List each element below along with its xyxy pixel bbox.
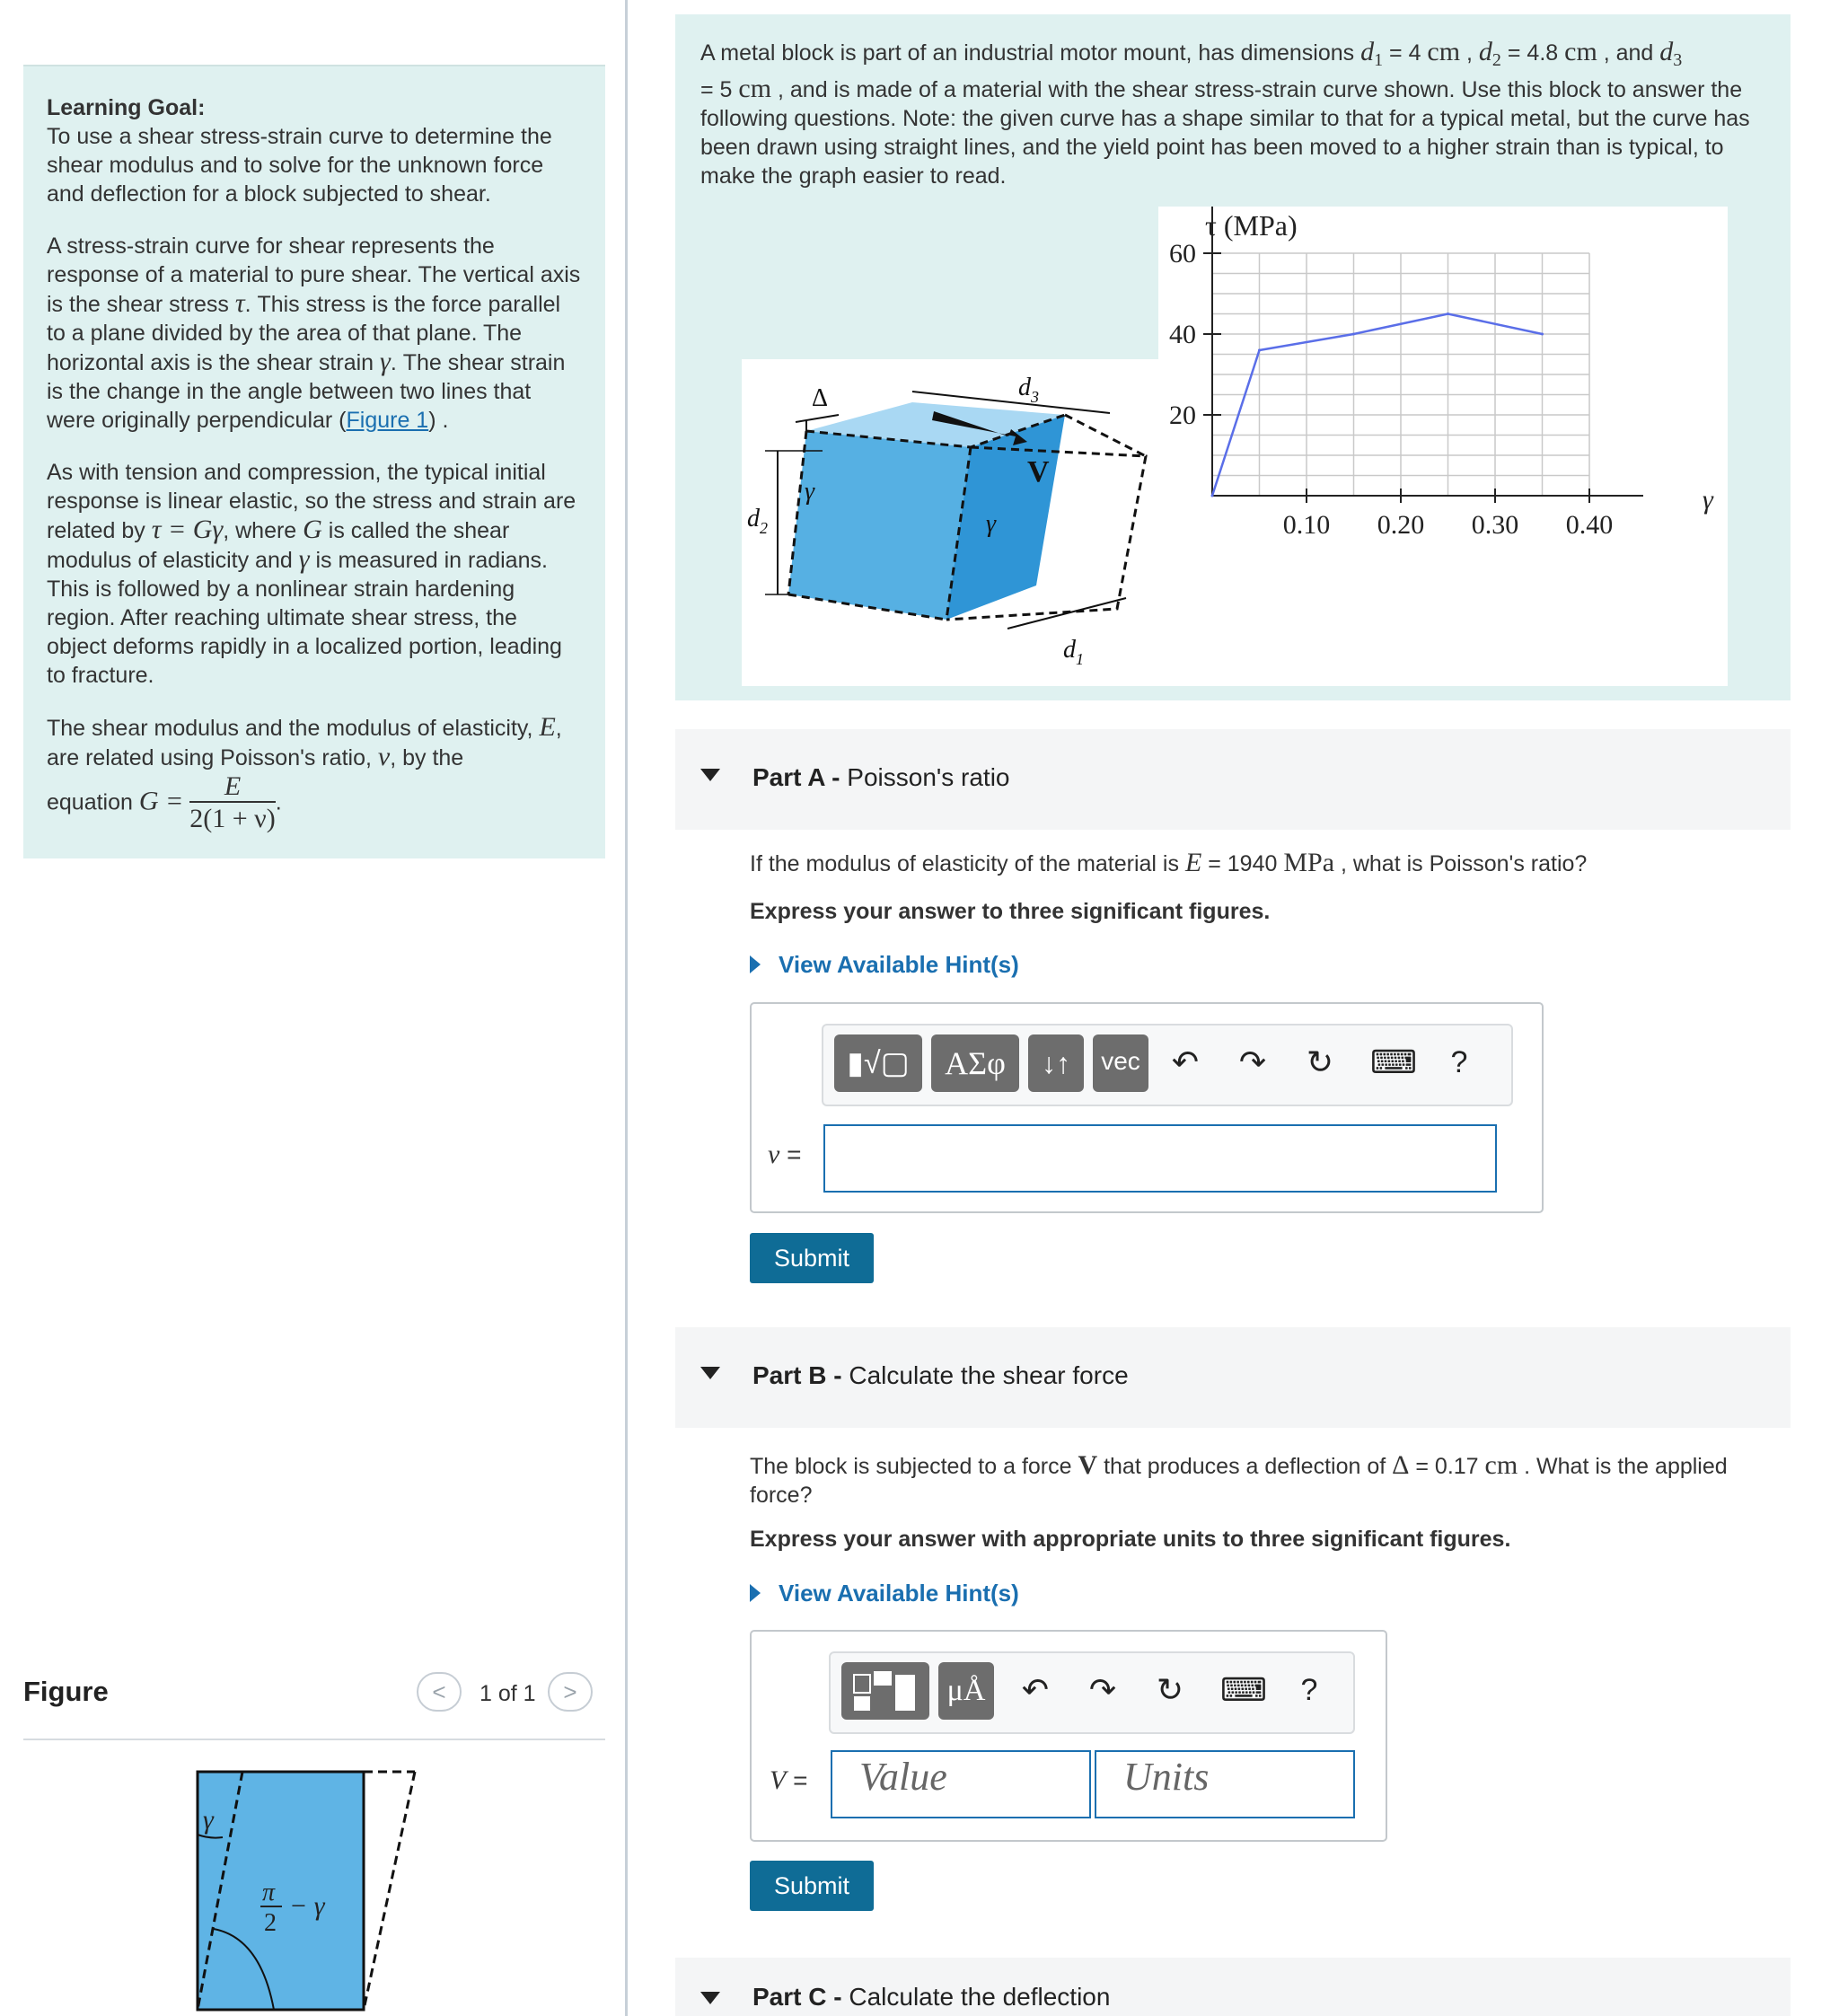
part-a-toolbar: [822, 1024, 1513, 1106]
reset-icon[interactable]: ↻: [1306, 1043, 1334, 1080]
keyboard-icon[interactable]: ⌨: [1370, 1043, 1417, 1080]
reset-icon[interactable]: ↻: [1156, 1671, 1184, 1708]
figure-next-button[interactable]: >: [548, 1672, 593, 1712]
shear-strain-figure: [189, 1767, 431, 2014]
chart-y-title: τ (MPa): [1205, 209, 1298, 242]
part-c-title: [752, 1983, 1110, 2012]
gamma-label-side: γ: [986, 510, 997, 538]
units-button[interactable]: μÅ: [938, 1662, 994, 1720]
help-icon[interactable]: ?: [1450, 1045, 1468, 1079]
pi-label: π: [262, 1879, 276, 1906]
p2-text-c: is called the shear modulus of elasticity and: [47, 518, 510, 573]
part-b-title: [752, 1361, 1129, 1390]
chart-data-point: [1258, 349, 1261, 352]
sheared-edge-right: [364, 1772, 415, 2010]
chart-data-point: [1352, 333, 1355, 336]
intro-t1: A metal block is part of an industrial motor mount, has dimensions: [700, 40, 1361, 66]
x-tick-label: 0.30: [1471, 510, 1519, 540]
x-tick-label: 0.20: [1377, 510, 1425, 540]
chart-data-point: [1541, 333, 1544, 336]
top-back-edge: [1065, 415, 1146, 456]
d1-label-sub: 1: [1076, 650, 1084, 668]
paragraph-poisson: [47, 713, 582, 835]
intro-t7: , and is made of a material with the shear stress-strain curve shown. Use this block to answer the following questions. Note: the given curve has a shape similar to that for a typical metal, but the curve has been drawn using straight lines, and the yield point has been moved to a higher strain than is typical, to make the graph easier to read.: [700, 77, 1750, 189]
value-placeholder: Value: [859, 1755, 947, 1799]
intro-t2: = 4: [1383, 40, 1428, 66]
unit-cm: cm: [1484, 1450, 1518, 1480]
part-b-answer-box: [750, 1630, 1387, 1842]
part-a-answer-box: [750, 1002, 1544, 1213]
block-figure: [742, 359, 1164, 686]
collapse-caret-icon: [700, 1992, 720, 2004]
g-equation-lhs: G =: [138, 786, 184, 816]
learning-goal-description: To use a shear stress-strain curve to determine the shear modulus and to solve for the unknown force and deflection for a block subjected to shear.: [47, 124, 552, 207]
d2-symbol: d: [1478, 37, 1492, 66]
problem-statement: [700, 38, 1769, 190]
arrows-button[interactable]: ↓↑: [1028, 1034, 1084, 1092]
unit-cm: cm: [1564, 37, 1597, 66]
block-front-face: [788, 431, 971, 620]
d3-label: d: [1018, 374, 1031, 401]
value-input[interactable]: [831, 1750, 1091, 1818]
part-a-submit-button[interactable]: Submit: [750, 1233, 874, 1283]
p3-text-c: , by the: [390, 745, 464, 770]
figure-prev-button[interactable]: <: [417, 1672, 462, 1712]
p3-text-b: , are related using Poisson's ratio,: [47, 716, 562, 770]
help-icon[interactable]: ?: [1300, 1673, 1318, 1707]
d2-label: d: [747, 505, 760, 533]
units-placeholder: Units: [1123, 1755, 1210, 1799]
p1-text-c: . The shear strain is the change in the angle between two lines that were originally perpendicular (: [47, 350, 566, 433]
greek-symbols-button[interactable]: ΑΣφ: [931, 1034, 1019, 1092]
part-a-header[interactable]: [675, 729, 1791, 830]
chart-ticks: [1169, 239, 1613, 540]
gamma-symbol: γ: [380, 347, 391, 376]
intro-t3: ,: [1460, 40, 1479, 66]
part-a-hint-text: View Available Hint(s): [779, 951, 1019, 978]
intro-t5: , and: [1597, 40, 1660, 66]
e-symbol: E: [1184, 848, 1202, 877]
p1-text-a: A stress-strain curve for shear represents the response of a material to pure shear. The vertical axis is the shear stress: [47, 233, 581, 317]
part-b-hint-text: View Available Hint(s): [779, 1580, 1019, 1607]
e-symbol: E: [539, 712, 556, 742]
gamma-label-front: γ: [805, 478, 815, 506]
x-tick-label: 0.40: [1565, 510, 1614, 540]
part-b-instruction: Express your answer with appropriate units to three significant figures.: [750, 1527, 1511, 1552]
g-symbol: G: [303, 515, 322, 544]
force-v-symbol: V: [1078, 1450, 1098, 1480]
template-button[interactable]: [841, 1662, 929, 1720]
part-b-toolbar: [829, 1651, 1355, 1734]
keyboard-icon[interactable]: ⌨: [1220, 1671, 1267, 1708]
paragraph-linear-elastic: [47, 458, 582, 690]
part-b-title-text: Calculate the shear force: [849, 1361, 1129, 1389]
block-rectangle: [198, 1772, 364, 2010]
v-field-label: [770, 1766, 807, 1795]
equals-sign: =: [779, 1140, 802, 1168]
learning-goal-title: Learning Goal:: [47, 95, 206, 120]
learning-goal-box: [23, 65, 605, 858]
part-a-label: Part A -: [752, 763, 840, 791]
figure-1-link[interactable]: Figure 1: [346, 408, 429, 433]
d2-sub: 2: [1491, 50, 1501, 70]
delta-symbol: Δ: [1392, 1450, 1410, 1480]
fraction-numerator: E: [189, 772, 275, 803]
y-tick-label: 20: [1169, 401, 1196, 430]
part-a-question: [750, 849, 1791, 878]
part-a-hint-link[interactable]: [750, 950, 1019, 979]
d3-label-sub: 3: [1031, 388, 1039, 406]
fraction-denominator: 2(1 + ν): [189, 804, 276, 833]
d1-symbol: d: [1360, 37, 1375, 66]
d1-sub: 1: [1374, 50, 1384, 70]
fraction-template-icon: [841, 1662, 929, 1720]
gamma-label: γ: [203, 1805, 214, 1835]
nu-answer-input[interactable]: [823, 1124, 1497, 1193]
chart-series-line: [1212, 314, 1543, 497]
y-tick-label: 40: [1169, 320, 1196, 349]
nu-symbol: ν: [768, 1140, 780, 1169]
poisson-fraction: [189, 772, 275, 835]
template-button[interactable]: ▮√▢: [834, 1034, 922, 1092]
v-symbol: V: [770, 1765, 787, 1795]
part-a-title: [752, 763, 1010, 792]
redo-icon[interactable]: ↷: [1088, 1671, 1117, 1708]
learning-goal-text: [47, 93, 582, 208]
part-b-q-c: = 0.17: [1409, 1454, 1485, 1479]
p2-text-a: As with tension and compression, the typical initial response is linear elastic, so the stress and strain are related by: [47, 460, 576, 543]
paragraph-stress-strain: [47, 232, 582, 435]
x-tick-label: 0.10: [1282, 510, 1331, 540]
minus-gamma-label: − γ: [289, 1891, 325, 1921]
d2-label-sub: 2: [760, 519, 768, 537]
problem-intro-box: [675, 14, 1791, 700]
d1-label: d: [1063, 636, 1076, 664]
part-a-q-c: , what is Poisson's ratio?: [1334, 851, 1588, 876]
units-input[interactable]: [1095, 1750, 1355, 1818]
part-c-header[interactable]: [675, 1958, 1791, 2016]
delta-line: [796, 415, 839, 422]
equation-period: .: [275, 789, 282, 815]
part-b-question: [750, 1451, 1791, 1510]
y-tick-label: 60: [1169, 239, 1196, 269]
unit-cm: cm: [738, 74, 772, 103]
expand-triangle-icon: [750, 1584, 761, 1602]
p2-text-d: is measured in radians. This is followed by a nonlinear strain hardening region. After reaching ultimate shear stress, the object deforms rapidly in a localized portion, leading to fracture.: [47, 548, 562, 688]
nu-symbol: ν: [377, 742, 391, 771]
figure-header: [23, 1677, 605, 1740]
chart-data-point: [1211, 495, 1214, 497]
tau-equation: τ = Gγ: [151, 515, 224, 544]
part-b-q-a: The block is subjected to a force: [750, 1454, 1078, 1479]
part-c-title-text: Calculate the deflection: [849, 1983, 1111, 2011]
tau-symbol: τ: [234, 288, 245, 318]
part-c-label: Part C -: [752, 1983, 842, 2011]
part-b-hint-link[interactable]: [750, 1579, 1019, 1607]
d3-symbol: d: [1659, 37, 1674, 66]
part-b-q-d: . What is the applied force?: [750, 1454, 1728, 1508]
part-a-q-a: If the modulus of elasticity of the material is: [750, 851, 1185, 876]
p1-text-d: ) .: [428, 408, 449, 433]
vector-button[interactable]: vec: [1093, 1034, 1148, 1092]
figure-page-count: 1 of 1: [480, 1681, 536, 1706]
intro-t4: = 4.8: [1500, 40, 1565, 66]
p1-text-b: . This stress is the force parallel to a plane divided by the area of that plane. The horizontal axis is the shear strain: [47, 292, 561, 375]
intro-t6: = 5: [700, 77, 739, 102]
undo-icon[interactable]: ↶: [1021, 1671, 1050, 1708]
left-panel: [0, 0, 628, 2016]
part-b-header[interactable]: [675, 1327, 1791, 1428]
unit-cm: cm: [1427, 37, 1461, 66]
d3-sub: 3: [1673, 50, 1683, 70]
figure-title: Figure: [23, 1676, 109, 1707]
collapse-caret-icon: [700, 1367, 720, 1379]
undo-icon[interactable]: ↶: [1171, 1043, 1200, 1080]
part-a-q-b: = 1940: [1201, 851, 1284, 876]
gamma-symbol: γ: [298, 544, 310, 574]
stress-strain-chart: [1158, 207, 1728, 686]
chart-data-point: [1447, 313, 1449, 315]
p3-text-d: equation: [47, 789, 139, 815]
part-b-submit-button[interactable]: Submit: [750, 1861, 874, 1911]
part-a-title-text: Poisson's ratio: [847, 763, 1010, 791]
part-b-label: Part B -: [752, 1361, 842, 1389]
nu-field-label: [768, 1140, 801, 1169]
delta-label: Δ: [812, 384, 829, 412]
p3-text-a: The shear modulus and the modulus of elasticity,: [47, 716, 540, 741]
unit-mpa: MPa: [1283, 848, 1335, 877]
force-v-label: V: [1027, 455, 1050, 489]
part-b-q-b: that produces a deflection of: [1097, 1454, 1393, 1479]
two-label: 2: [264, 1909, 277, 1937]
redo-icon[interactable]: ↷: [1238, 1043, 1267, 1080]
part-a-instruction: Express your answer to three significant figures.: [750, 899, 1271, 924]
p2-text-b: , where: [223, 518, 304, 543]
expand-triangle-icon: [750, 955, 761, 973]
chart-grid: [1212, 253, 1589, 496]
equals-sign: =: [786, 1766, 808, 1794]
chart-x-label: γ: [1703, 485, 1713, 515]
collapse-caret-icon: [700, 769, 720, 781]
